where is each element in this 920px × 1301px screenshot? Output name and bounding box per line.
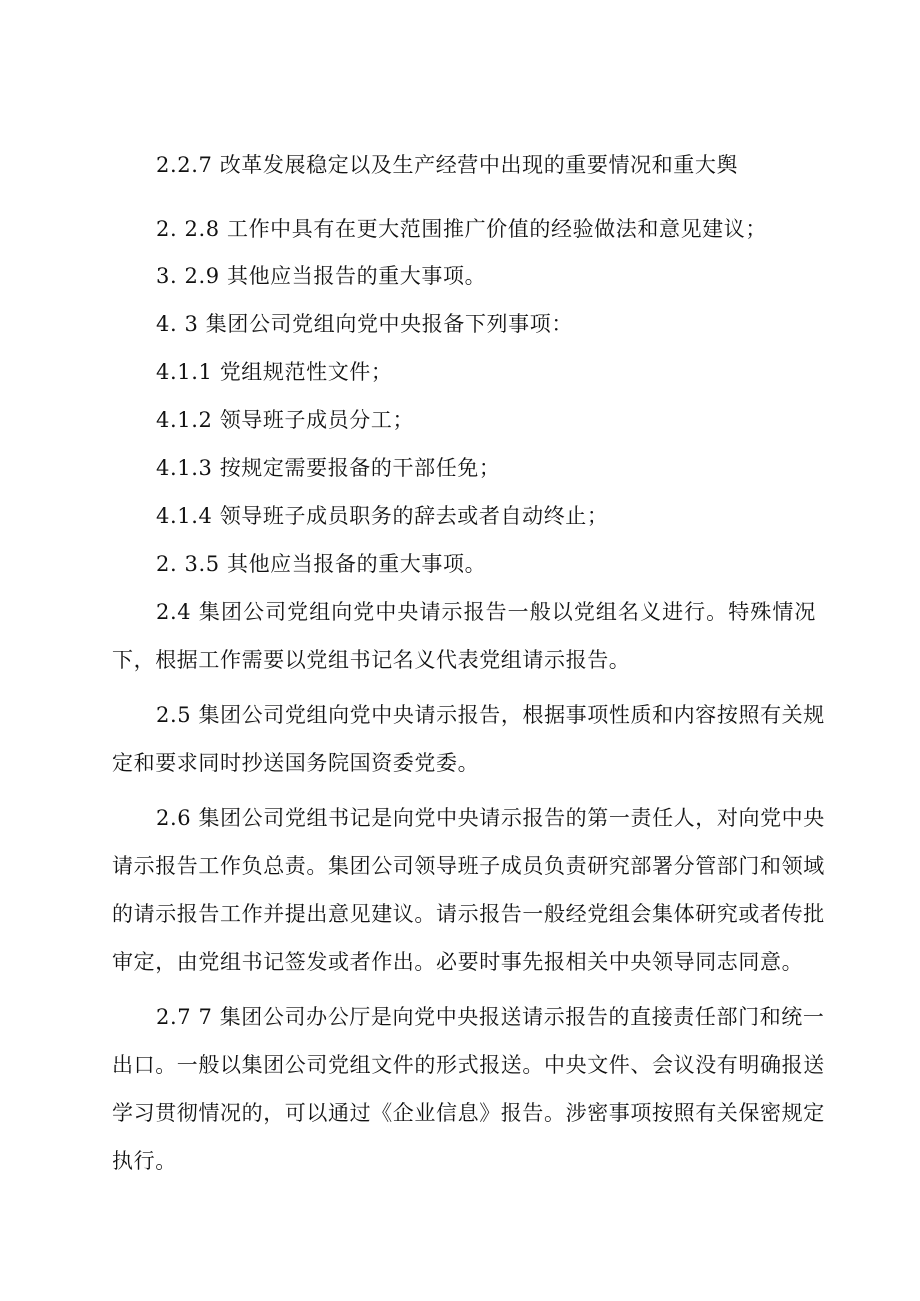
paragraph-2-6-line-1: 2.6 集团公司党组书记是向党中央请示报告的第一责任人，对向党中央	[156, 806, 825, 830]
paragraph-2-6-line-3: 的请示报告工作并提出意见建议。请示报告一般经党组会集体研究或者传批	[112, 902, 825, 926]
paragraph-2-4-line-2: 下，根据工作需要以党组书记名义代表党组请示报告。	[112, 648, 631, 672]
list-item-4-1-1: 4.1.1 党组规范性文件；	[156, 360, 393, 384]
list-item-4-1-3: 4.1.3 按规定需要报备的干部任免；	[156, 456, 501, 480]
list-item-2-2-9: 3. 2.9 其他应当报告的重大事项。	[156, 264, 487, 288]
list-item-2-2-7: 2.2.7 改革发展稳定以及生产经营中出现的重要情况和重大舆	[156, 153, 739, 177]
list-item-2-2-8: 2. 2.8 工作中具有在更大范围推广价值的经验做法和意见建议；	[156, 217, 767, 241]
list-item-3: 4. 3 集团公司党组向党中央报备下列事项：	[156, 312, 573, 336]
paragraph-2-6-line-4: 审定，由党组书记签发或者作出。必要时事先报相关中央领导同志同意。	[112, 950, 804, 974]
paragraph-2-7-line-3: 学习贯彻情况的，可以通过《企业信息》报告。涉密事项按照有关保密规定	[112, 1101, 825, 1125]
paragraph-2-5-line-2: 定和要求同时抄送国务院国资委党委。	[112, 751, 480, 775]
paragraph-2-6-line-2: 请示报告工作负总责。集团公司领导班子成员负责研究部署分管部门和领域	[112, 854, 825, 878]
list-item-4-1-4: 4.1.4 领导班子成员职务的辞去或者自动终止；	[156, 504, 609, 528]
paragraph-2-4-line-1: 2.4 集团公司党组向党中央请示报告一般以党组名义进行。特殊情况	[156, 600, 816, 624]
paragraph-2-5-line-1: 2.5 集团公司党组向党中央请示报告，根据事项性质和内容按照有关规	[156, 703, 825, 727]
paragraph-2-7-line-1: 2.7 7 集团公司办公厅是向党中央报送请示报告的直接责任部门和统一	[156, 1005, 825, 1029]
list-item-3-5: 2. 3.5 其他应当报备的重大事项。	[156, 552, 487, 576]
paragraph-2-7-line-2: 出口。一般以集团公司党组文件的形式报送。中央文件、会议没有明确报送	[112, 1053, 825, 1077]
paragraph-2-7-line-4: 执行。	[112, 1149, 177, 1173]
list-item-4-1-2: 4.1.2 领导班子成员分工；	[156, 408, 415, 432]
